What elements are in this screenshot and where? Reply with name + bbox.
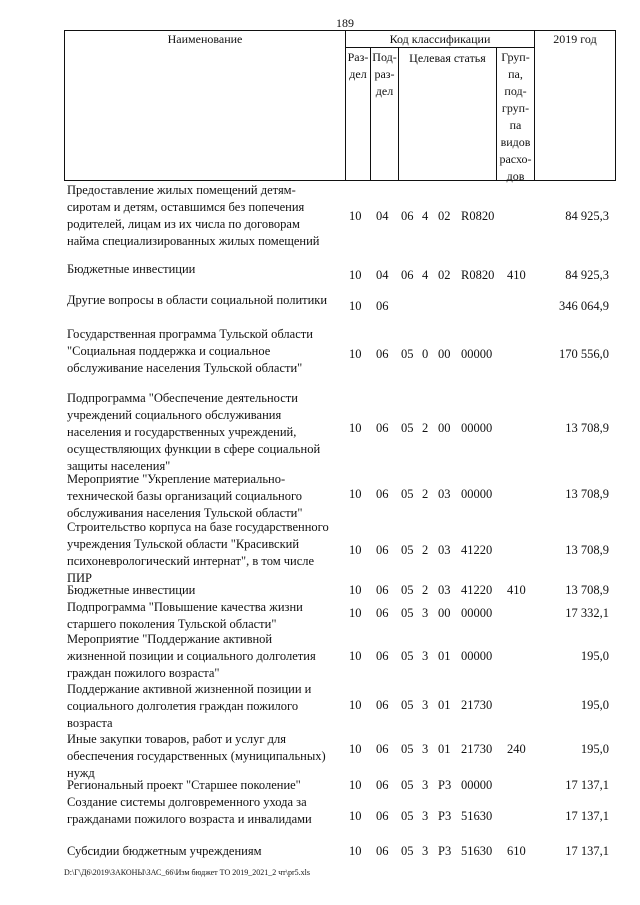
row-podrazdel: 06 xyxy=(376,543,389,557)
row-name-line: Иные закупки товаров, работ и услуг для xyxy=(67,732,287,746)
row-name xyxy=(67,261,345,278)
row-name-line: учреждений социального обслуживания xyxy=(67,408,282,422)
row-target-subprogram: 2 xyxy=(422,421,429,435)
row-amount: 346 064,9 xyxy=(559,299,609,313)
row-name-line: Государственная программа Тульской области xyxy=(67,327,313,341)
row-name-line: Мероприятие "Укрепление материально- xyxy=(67,472,286,486)
row-name-line: населения и государственных учреждений, xyxy=(67,425,297,439)
row-razdel: 10 xyxy=(349,487,362,501)
row-name-line: Создание системы долговременного ухода за xyxy=(67,795,307,809)
page-number: 189 xyxy=(336,16,354,30)
row-expense-group: 610 xyxy=(507,844,526,858)
row-amount: 13 708,9 xyxy=(565,543,609,557)
row-target-subprogram: 2 xyxy=(422,487,429,501)
row-name xyxy=(67,326,345,377)
row-name-line: обеспечения государственных (муниципальных) xyxy=(67,749,326,763)
row-razdel: 10 xyxy=(349,606,362,620)
row-razdel: 10 xyxy=(349,698,362,712)
row-podrazdel: 06 xyxy=(376,487,389,501)
row-podrazdel: 06 xyxy=(376,299,389,313)
row-podrazdel: 06 xyxy=(376,844,389,858)
row-podrazdel: 06 xyxy=(376,649,389,663)
header-target-article: Целевая статья xyxy=(409,51,486,65)
row-razdel: 10 xyxy=(349,742,362,756)
row-podrazdel: 06 xyxy=(376,809,389,823)
row-name-line: защиты населения" xyxy=(67,459,171,473)
row-target-event: P3 xyxy=(438,844,452,858)
row-target-direction: 41220 xyxy=(461,543,493,557)
row-name-line: Подпрограмма "Повышение качества жизни xyxy=(67,600,303,614)
row-razdel: 10 xyxy=(349,809,362,823)
row-name-line: учреждения Тульской области "Красивский xyxy=(67,537,300,551)
row-expense-group: 410 xyxy=(507,268,526,282)
row-name-line: Бюджетные инвестиции xyxy=(67,583,196,597)
row-name-line: Субсидии бюджетным учреждениям xyxy=(67,844,262,858)
row-target-subprogram: 2 xyxy=(422,583,429,597)
row-name-line: психоневрологический интернат", в том числе xyxy=(67,554,315,568)
row-target-event: 02 xyxy=(438,268,451,282)
row-target-event: 01 xyxy=(438,742,451,756)
row-name xyxy=(67,182,345,250)
row-razdel: 10 xyxy=(349,778,362,792)
row-razdel: 10 xyxy=(349,421,362,435)
row-name xyxy=(67,390,345,475)
row-amount: 13 708,9 xyxy=(565,421,609,435)
row-target-direction: 00000 xyxy=(461,421,493,435)
row-target-event: 03 xyxy=(438,583,451,597)
row-target-subprogram: 3 xyxy=(422,698,429,712)
row-name-line: осуществляющих функции в сфере социальной xyxy=(67,442,321,456)
row-target-program: 05 xyxy=(401,583,414,597)
row-name-line: Бюджетные инвестиции xyxy=(67,262,196,276)
row-target-direction: 21730 xyxy=(461,698,493,712)
row-target-subprogram: 3 xyxy=(422,809,429,823)
row-name-line: обслуживания населения Тульской области" xyxy=(67,506,303,520)
row-razdel: 10 xyxy=(349,299,362,313)
header-classification: Код классификации xyxy=(389,32,491,46)
row-amount: 17 137,1 xyxy=(565,844,609,858)
row-podrazdel: 06 xyxy=(376,742,389,756)
row-name-line: родителей, лицам из их числа по договорам xyxy=(67,217,300,231)
row-target-subprogram: 3 xyxy=(422,844,429,858)
row-name xyxy=(67,777,345,794)
row-razdel: 10 xyxy=(349,347,362,361)
row-target-event: 01 xyxy=(438,698,451,712)
row-target-direction: 21730 xyxy=(461,742,493,756)
row-name-line: Мероприятие "Поддержание активной xyxy=(67,632,273,646)
row-name-line: ПИР xyxy=(67,571,93,585)
row-name-line: Поддержание активной жизненной позиции и xyxy=(67,682,312,696)
row-target-program: 05 xyxy=(401,778,414,792)
row-target-event: 00 xyxy=(438,421,451,435)
row-name-line: "Социальная поддержка и социальное xyxy=(67,344,271,358)
row-name-line: возраста xyxy=(67,716,113,730)
row-target-direction: 00000 xyxy=(461,487,493,501)
row-podrazdel: 06 xyxy=(376,778,389,792)
header-name: Наименование xyxy=(167,32,243,46)
row-name xyxy=(67,631,345,682)
header-group: Груп- па, под- груп- па видов расхо- дов xyxy=(499,50,532,183)
row-name xyxy=(67,582,345,599)
row-target-subprogram: 0 xyxy=(422,347,429,361)
row-razdel: 10 xyxy=(349,268,362,282)
row-name xyxy=(67,292,345,309)
row-podrazdel: 06 xyxy=(376,606,389,620)
row-name-line: технической базы организаций социального xyxy=(67,489,303,503)
header-razdel: Раз- дел xyxy=(347,50,369,81)
row-expense-group: 240 xyxy=(507,742,526,756)
row-amount: 17 332,1 xyxy=(565,606,609,620)
row-razdel: 10 xyxy=(349,209,362,223)
row-name xyxy=(67,681,345,732)
row-amount: 195,0 xyxy=(580,649,609,663)
row-amount: 84 925,3 xyxy=(565,268,609,282)
row-target-program: 05 xyxy=(401,421,414,435)
row-target-direction: 51630 xyxy=(461,809,493,823)
row-razdel: 10 xyxy=(349,583,362,597)
header-podrazdel: Под- раз- дел xyxy=(372,50,397,98)
row-name xyxy=(67,471,345,522)
row-target-event: 01 xyxy=(438,649,451,663)
row-podrazdel: 04 xyxy=(376,268,389,282)
row-target-program: 05 xyxy=(401,844,414,858)
row-amount: 195,0 xyxy=(580,698,609,712)
row-target-subprogram: 4 xyxy=(422,209,429,223)
row-amount: 17 137,1 xyxy=(565,778,609,792)
row-expense-group: 410 xyxy=(507,583,526,597)
row-podrazdel: 06 xyxy=(376,583,389,597)
row-name-line: Региональный проект "Старшее поколение" xyxy=(67,778,301,792)
row-target-direction: 00000 xyxy=(461,649,493,663)
row-name-line: обслуживание населения Тульской области" xyxy=(67,361,303,375)
row-podrazdel: 06 xyxy=(376,347,389,361)
row-razdel: 10 xyxy=(349,844,362,858)
row-target-program: 05 xyxy=(401,809,414,823)
row-name-line: нужд xyxy=(67,766,95,780)
row-target-program: 05 xyxy=(401,649,414,663)
row-target-event: 00 xyxy=(438,606,451,620)
row-razdel: 10 xyxy=(349,543,362,557)
row-amount: 195,0 xyxy=(580,742,609,756)
row-target-program: 06 xyxy=(401,268,414,282)
row-name xyxy=(67,599,345,633)
row-name xyxy=(67,731,345,782)
row-target-direction: 00000 xyxy=(461,606,493,620)
row-target-program: 06 xyxy=(401,209,414,223)
row-name xyxy=(67,519,345,587)
row-target-event: P3 xyxy=(438,778,452,792)
row-name-line: Предоставление жилых помещений детям- xyxy=(67,183,296,197)
row-name-line: Строительство корпуса на базе государственного xyxy=(67,520,329,534)
row-amount: 170 556,0 xyxy=(559,347,609,361)
row-name xyxy=(67,794,345,828)
row-razdel: 10 xyxy=(349,649,362,663)
row-name-line: граждан пожилого возраста" xyxy=(67,666,220,680)
row-name-line: сиротам и детям, оставшимся без попечения xyxy=(67,200,305,214)
row-target-program: 05 xyxy=(401,606,414,620)
row-target-direction: 00000 xyxy=(461,347,493,361)
row-target-program: 05 xyxy=(401,543,414,557)
header-year: 2019 год xyxy=(553,32,597,46)
row-amount: 13 708,9 xyxy=(565,487,609,501)
row-target-direction: R0820 xyxy=(461,268,495,282)
row-name xyxy=(67,843,345,860)
row-name-line: жизненной позиции и социального долголетия xyxy=(67,649,316,663)
row-target-program: 05 xyxy=(401,347,414,361)
row-podrazdel: 04 xyxy=(376,209,389,223)
row-target-subprogram: 3 xyxy=(422,649,429,663)
row-target-program: 05 xyxy=(401,487,414,501)
row-target-subprogram: 2 xyxy=(422,543,429,557)
row-target-program: 05 xyxy=(401,698,414,712)
row-podrazdel: 06 xyxy=(376,698,389,712)
row-amount: 84 925,3 xyxy=(565,209,609,223)
row-amount: 17 137,1 xyxy=(565,809,609,823)
row-name-line: найма специализированных жилых помещений xyxy=(67,234,320,248)
row-target-subprogram: 3 xyxy=(422,606,429,620)
row-target-event: 03 xyxy=(438,487,451,501)
row-target-event: P3 xyxy=(438,809,452,823)
file-path-footer: D:\Г\Д6\2019\ЗАКОНЫ\ЗАС_66\Изм бюджет ТО 2019_2021_2 чт\pr5.xls xyxy=(64,868,310,877)
row-name-line: Подпрограмма "Обеспечение деятельности xyxy=(67,391,298,405)
row-target-program: 05 xyxy=(401,742,414,756)
row-target-subprogram: 3 xyxy=(422,742,429,756)
row-name-line: старшего поколения Тульской области" xyxy=(67,617,277,631)
row-target-direction: 41220 xyxy=(461,583,493,597)
row-target-subprogram: 4 xyxy=(422,268,429,282)
row-target-event: 00 xyxy=(438,347,451,361)
row-target-subprogram: 3 xyxy=(422,778,429,792)
row-amount: 13 708,9 xyxy=(565,583,609,597)
row-target-event: 03 xyxy=(438,543,451,557)
row-name-line: Другие вопросы в области социальной политики xyxy=(67,293,328,307)
row-target-event: 02 xyxy=(438,209,451,223)
row-target-direction: R0820 xyxy=(461,209,495,223)
row-target-direction: 00000 xyxy=(461,778,493,792)
row-podrazdel: 06 xyxy=(376,421,389,435)
row-target-direction: 51630 xyxy=(461,844,493,858)
row-name-line: гражданами пожилого возраста и инвалидами xyxy=(67,812,312,826)
row-name-line: социального долголетия граждан пожилого xyxy=(67,699,299,713)
